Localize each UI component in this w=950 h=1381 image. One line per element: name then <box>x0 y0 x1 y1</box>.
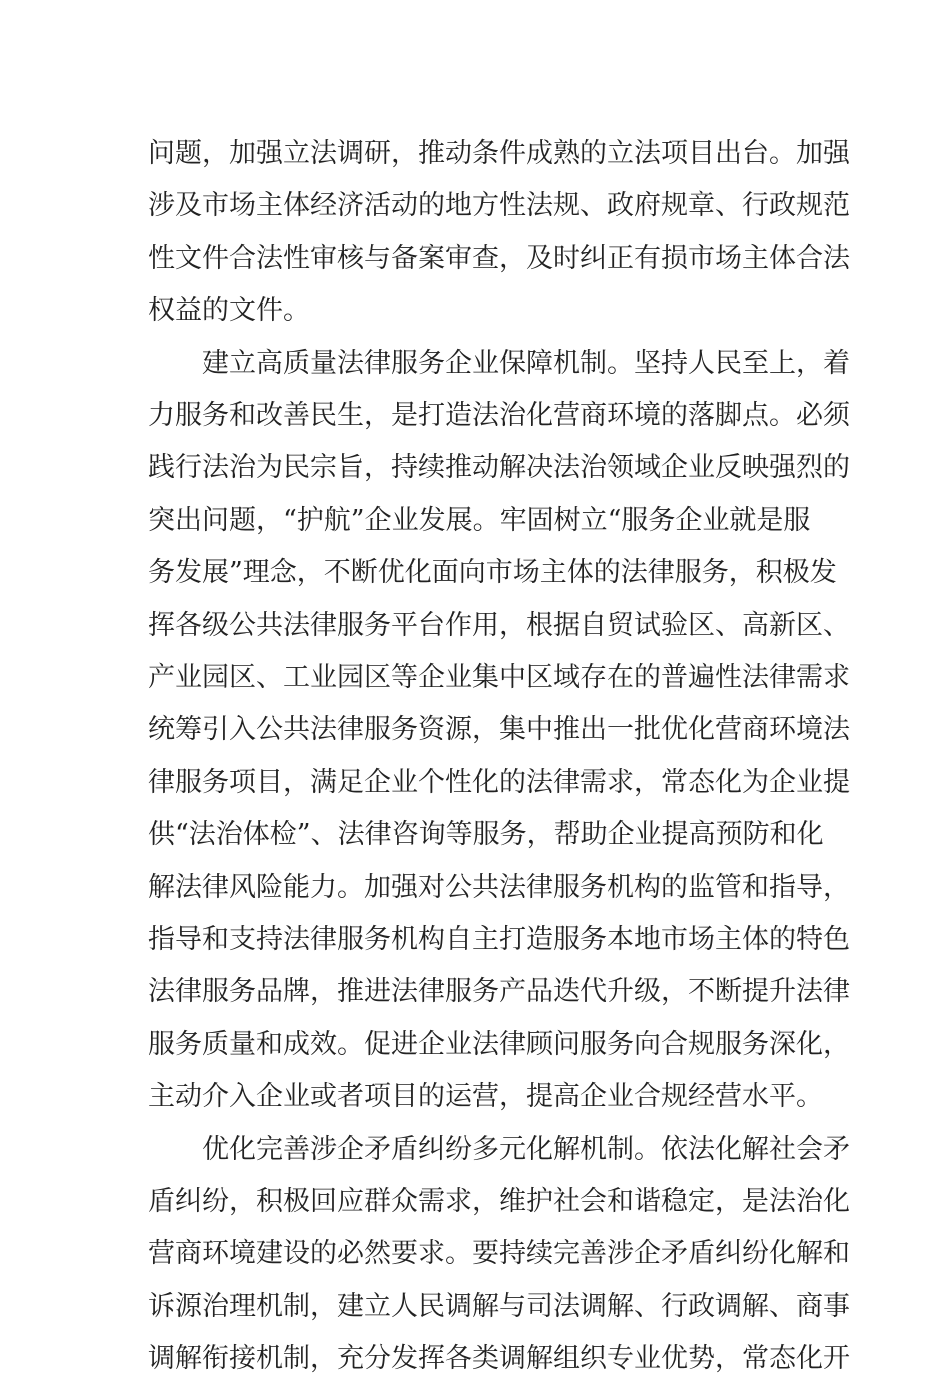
paragraph-2-line-7: 产业园区、工业园区等企业集中区域存在的普遍性法律需求 <box>148 662 850 693</box>
paragraph-3-line-1: 优化完善涉企矛盾纠纷多元化解机制。依法化解社会矛 <box>202 1133 850 1165</box>
paragraph-2-line-13: 法律服务品牌，推进法律服务产品迭代升级，不断提升法律 <box>148 976 850 1008</box>
paragraph-3-line-5: 调解衔接机制，充分发挥各类调解组织专业优势，常态化开 <box>148 1343 850 1375</box>
paragraph-2-line-4: 突出问题，“护航”企业发展。牢固树立“服务企业就是服 <box>148 504 811 536</box>
paragraph-1-line-4: 权益的文件。 <box>148 295 310 327</box>
paragraph-1-line-3: 性文件合法性审核与备案审查，及时纠正有损市场主体合法 <box>148 242 850 274</box>
paragraph-2-line-8: 统筹引入公共法律服务资源，集中推出一批优化营商环境法 <box>148 714 850 746</box>
paragraph-2-line-11: 解法律风险能力。加强对公共法律服务机构的监管和指导， <box>148 871 850 903</box>
paragraph-2-line-1: 建立高质量法律服务企业保障机制。坚持人民至上，着 <box>202 347 850 379</box>
paragraph-2-line-3: 践行法治为民宗旨，持续推动解决法治领域企业反映强烈的 <box>148 452 850 484</box>
paragraph-2-line-5: 务发展”理念，不断优化面向市场主体的法律服务，积极发 <box>148 557 837 589</box>
paragraph-3-line-3: 营商环境建设的必然要求。要持续完善涉企矛盾纠纷化解和 <box>148 1238 850 1270</box>
paragraph-2-line-12: 指导和支持法律服务机构自主打造服务本地市场主体的特色 <box>148 924 850 955</box>
paragraph-3-line-2: 盾纠纷，积极回应群众需求，维护社会和谐稳定，是法治化 <box>148 1186 850 1217</box>
paragraph-1-line-2: 涉及市场主体经济活动的地方性法规、政府规章、行政规范 <box>148 190 850 222</box>
paragraph-2-line-10: 供“法治体检”、法律咨询等服务，帮助企业提高预防和化 <box>148 819 824 851</box>
paragraph-1-line-1: 问题，加强立法调研，推动条件成熟的立法项目出台。加强 <box>148 138 850 169</box>
paragraph-2-line-6: 挥各级公共法律服务平台作用，根据自贸试验区、高新区、 <box>148 609 850 641</box>
paragraph-2-line-14: 服务质量和成效。促进企业法律顾问服务向合规服务深化， <box>148 1028 850 1060</box>
paragraph-2-line-15: 主动介入企业或者项目的运营，提高企业合规经营水平。 <box>148 1081 823 1113</box>
paragraph-2-line-9: 律服务项目，满足企业个性化的法律需求，常态化为企业提 <box>148 766 850 798</box>
paragraph-2-line-2: 力服务和改善民生，是打造法治化营商环境的落脚点。必须 <box>148 400 850 431</box>
paragraph-3-line-4: 诉源治理机制，建立人民调解与司法调解、行政调解、商事 <box>148 1290 850 1322</box>
